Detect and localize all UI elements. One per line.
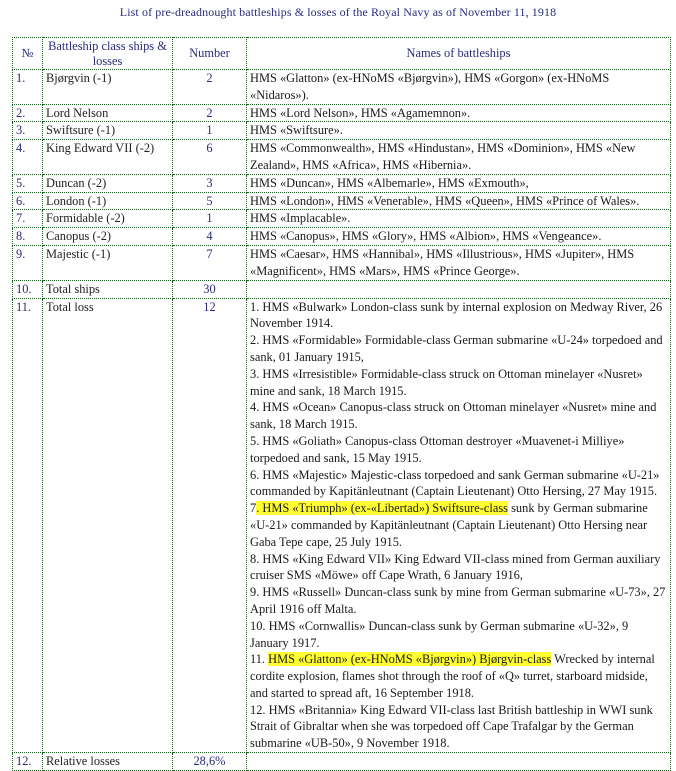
page-title: List of pre-dreadnought battleships & losses of the Royal Navy as of November 11, 1918 [119,5,557,19]
table-row-relative-losses [13,753,671,771]
loss-item: 1. HMS «Bulwark» London-class sunk by internal explosion on Medway River, 26 November 1914. [250,299,663,331]
loss-item: 5. HMS «Goliath» Canopus-class Ottoman destroyer «Muavenet-i Milliye» torpedoed and sank, 15 May 1915. [250,433,625,465]
loss-item: 9. HMS «Russell» Duncan-class sunk by mine from German submarine «U-73», 27 April 1916 off Malta. [250,585,666,616]
row-class: Formidable (-2) [43,210,173,228]
table-row [13,210,671,228]
row-number: 4 [173,228,247,246]
loss-list [247,298,671,753]
loss-item: 8. HMS «King Edward VII» King Edward VII-class mined from German auxiliary cruiser SMS «Möwe» off Cape Wrath, 6 January 1916, [250,551,661,583]
row-class: Majestic (-1) [43,245,173,280]
loss-item-highlighted [250,651,667,701]
loss-item-prefix: 11. [250,652,269,667]
row-names: HMS «Swiftsure». [247,122,671,140]
loss-item-highlighted [250,500,667,550]
row-class: Canopus (-2) [43,228,173,246]
header-class: Battleship class ships & losses [43,38,173,70]
row-number: 3 [173,174,247,192]
row-names: HMS «London», HMS «Venerable», HMS «Queen», HMS «Prince of Wales». [247,192,671,210]
row-class: Bjørgvin (-1) [43,70,173,105]
highlighted-text: HMS «Glatton» (ex-HNoMS «Bjørgvin») Bjørgvin-class [268,652,552,667]
row-class: King Edward VII (-2) [43,140,173,175]
highlighted-text: . HMS «Triumph» (ex-«Libertad») Swiftsure-class [256,501,509,516]
row-no: 9. [13,245,43,280]
row-class: Duncan (-2) [43,174,173,192]
table-row-total-ships [13,280,671,298]
row-no: 11. [13,298,43,753]
loss-item: 3. HMS «Irresistible» Formidable-class struck on Ottoman minelayer «Nusret» mine and sank, 18 March 1915. [250,366,643,398]
row-names [247,280,671,298]
row-no: 10. [13,280,43,298]
row-number: 1 [173,210,247,228]
row-number: 2 [173,70,247,105]
table-row [13,245,671,280]
table-row [13,122,671,140]
row-no: 12. [13,753,43,771]
row-names: HMS «Lord Nelson», HMS «Agamemnon». [247,104,671,122]
table-row [13,192,671,210]
table-row [13,70,671,105]
row-number: 2 [173,104,247,122]
row-number: 28,6% [173,753,247,771]
row-number: 5 [173,192,247,210]
row-number: 30 [173,280,247,298]
row-names: HMS «Canopus», HMS «Glory», HMS «Albion», HMS «Vengeance». [247,228,671,246]
row-names [247,753,671,771]
row-no: 1. [13,70,43,105]
row-number: 6 [173,140,247,175]
battleships-table [12,37,671,771]
header-number: Number [173,38,247,70]
row-names: HMS «Caesar», HMS «Hannibal», HMS «Illustrious», HMS «Jupiter», HMS «Magnificent», HMS «Mars», HMS «Prince George». [247,245,671,280]
loss-item: 2. HMS «Formidable» Formidable-class German submarine «U-24» torpedoed and sank, 01 January 1915, [250,333,663,364]
row-names: HMS «Implacable». [247,210,671,228]
loss-item-rest: sunk by German submarine «U-21» commanded by Kapitänleutnant (Captain Lieutenant) Otto Hersing near Gaba Tepe cape, 25 July 1915. [250,501,648,549]
table-row [13,174,671,192]
row-class: Lord Nelson [43,104,173,122]
row-no: 3. [13,122,43,140]
loss-item: 10. HMS «Cornwallis» Duncan-class sunk by German submarine «U-32», 9 January 1917. [250,618,629,650]
row-number: 7 [173,245,247,280]
row-number: 1 [173,122,247,140]
row-class: Relative losses [43,753,173,771]
row-names: HMS «Glatton» (ex-HNoMS «Bjørgvin»), HMS «Gorgon» (ex-HNoMS «Nidaros»). [247,70,671,105]
row-class: Swiftsure (-1) [43,122,173,140]
row-no: 8. [13,228,43,246]
row-no: 7. [13,210,43,228]
table-row [13,228,671,246]
loss-item: 12. HMS «Britannia» King Edward VII-class last British battleship in WWI sunk Strait of Gibraltar when she was torpedoed off Cape Trafalgar by the German submarine «UB-50», 9 November 1918. [250,702,653,751]
header-names: Names of battleships [247,38,671,70]
row-no: 5. [13,174,43,192]
loss-item: 6. HMS «Majestic» Majestic-class torpedoed and sank German submarine «U-21» commanded by Kapitänleutnant (Captain Lieutenant) Otto Hersing, 27 May 1915. [250,467,660,499]
header-no: № [13,38,43,70]
row-names: HMS «Commonwealth», HMS «Hindustan», HMS «Dominion», HMS «New Zealand», HMS «Africa», HMS «Hibernia». [247,140,671,175]
loss-item-rest: Wrecked by internal cordite explosion, flames shot through the roof of «Q» turret, starboard midside, and started to spread aft, 16 September 1918. [250,652,655,700]
row-names: HMS «Duncan», HMS «Albemarle», HMS «Exmouth», [247,174,671,192]
row-no: 4. [13,140,43,175]
loss-item-prefix: 7 [250,501,257,516]
table-header-row [13,38,671,70]
row-no: 2. [13,104,43,122]
table-row-total-loss [13,298,671,753]
row-class: Total loss [43,298,173,753]
loss-item: 4. HMS «Ocean» Canopus-class struck on Ottoman minelayer «Nusret» mine and sank, 18 March 1915. [250,400,657,432]
table-row [13,104,671,122]
row-no: 6. [13,192,43,210]
row-number: 12 [173,298,247,753]
row-class: Total ships [43,280,173,298]
table-row [13,140,671,175]
row-class: London (-1) [43,192,173,210]
